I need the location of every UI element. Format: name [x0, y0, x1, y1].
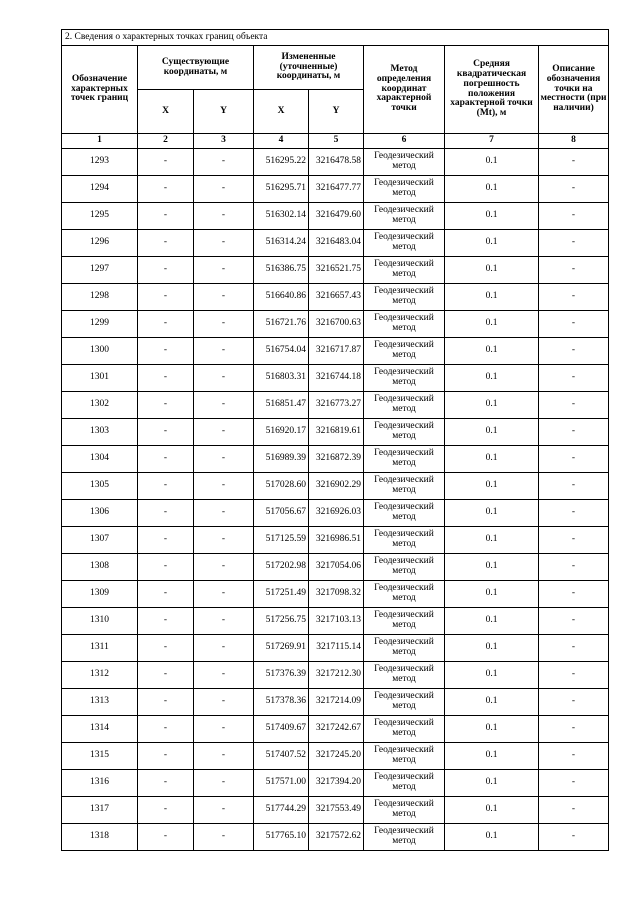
column-number: 5 — [309, 134, 364, 149]
changed-y-cell: 3216521.75 — [309, 257, 364, 284]
column-numbers-row — [62, 134, 609, 149]
existing-x-cell: - — [138, 635, 194, 662]
point-designation-cell: 1294 — [62, 176, 138, 203]
table-row — [62, 419, 609, 446]
header-changed-x: X — [254, 90, 309, 134]
existing-x-cell: - — [138, 554, 194, 581]
point-designation-cell: 1317 — [62, 797, 138, 824]
mean-square-error-cell: 0.1 — [445, 230, 539, 257]
changed-y-cell: 3217214.09 — [309, 689, 364, 716]
description-cell: - — [539, 365, 609, 392]
existing-y-cell: - — [194, 284, 254, 311]
mean-square-error-cell: 0.1 — [445, 446, 539, 473]
method-cell: Геодезический метод — [364, 527, 445, 554]
changed-x-cell: 516295.22 — [254, 149, 309, 176]
mean-square-error-cell: 0.1 — [445, 716, 539, 743]
description-cell: - — [539, 284, 609, 311]
changed-x-cell: 517202.98 — [254, 554, 309, 581]
method-cell: Геодезический метод — [364, 554, 445, 581]
changed-x-cell: 516721.76 — [254, 311, 309, 338]
existing-x-cell: - — [138, 743, 194, 770]
description-cell: - — [539, 716, 609, 743]
point-designation-cell: 1301 — [62, 365, 138, 392]
table-row — [62, 581, 609, 608]
description-cell: - — [539, 500, 609, 527]
changed-y-cell: 3216478.58 — [309, 149, 364, 176]
description-cell: - — [539, 419, 609, 446]
table-row — [62, 500, 609, 527]
method-cell: Геодезический метод — [364, 338, 445, 365]
existing-x-cell: - — [138, 338, 194, 365]
description-cell: - — [539, 311, 609, 338]
method-cell: Геодезический метод — [364, 689, 445, 716]
changed-x-cell: 516851.47 — [254, 392, 309, 419]
mean-square-error-cell: 0.1 — [445, 797, 539, 824]
point-designation-cell: 1311 — [62, 635, 138, 662]
existing-x-cell: - — [138, 446, 194, 473]
column-number: 3 — [194, 134, 254, 149]
description-cell: - — [539, 392, 609, 419]
changed-y-cell: 3217054.06 — [309, 554, 364, 581]
existing-x-cell: - — [138, 311, 194, 338]
point-designation-cell: 1302 — [62, 392, 138, 419]
table-body — [62, 149, 609, 851]
existing-x-cell: - — [138, 824, 194, 851]
changed-y-cell: 3217394.20 — [309, 770, 364, 797]
method-cell: Геодезический метод — [364, 608, 445, 635]
existing-y-cell: - — [194, 257, 254, 284]
existing-x-cell: - — [138, 716, 194, 743]
changed-x-cell: 516314.24 — [254, 230, 309, 257]
point-designation-cell: 1305 — [62, 473, 138, 500]
mean-square-error-cell: 0.1 — [445, 554, 539, 581]
method-cell: Геодезический метод — [364, 365, 445, 392]
changed-y-cell: 3216700.63 — [309, 311, 364, 338]
description-cell: - — [539, 338, 609, 365]
description-cell: - — [539, 797, 609, 824]
changed-y-cell: 3217212.30 — [309, 662, 364, 689]
description-cell: - — [539, 608, 609, 635]
changed-y-cell: 3216479.60 — [309, 203, 364, 230]
existing-y-cell: - — [194, 689, 254, 716]
point-designation-cell: 1303 — [62, 419, 138, 446]
changed-y-cell: 3217242.67 — [309, 716, 364, 743]
point-designation-cell: 1308 — [62, 554, 138, 581]
changed-x-cell: 517256.75 — [254, 608, 309, 635]
changed-x-cell: 517744.29 — [254, 797, 309, 824]
changed-x-cell: 516302.14 — [254, 203, 309, 230]
changed-y-cell: 3217572.62 — [309, 824, 364, 851]
point-designation-cell: 1295 — [62, 203, 138, 230]
method-cell: Геодезический метод — [364, 419, 445, 446]
header-existing-x: X — [138, 90, 194, 134]
mean-square-error-cell: 0.1 — [445, 365, 539, 392]
changed-y-cell: 3216986.51 — [309, 527, 364, 554]
existing-x-cell: - — [138, 257, 194, 284]
description-cell: - — [539, 203, 609, 230]
header-point-designation: Обозначение характерных точек границ — [62, 46, 138, 134]
mean-square-error-cell: 0.1 — [445, 176, 539, 203]
header-changed-y: Y — [309, 90, 364, 134]
existing-y-cell: - — [194, 311, 254, 338]
existing-x-cell: - — [138, 608, 194, 635]
existing-x-cell: - — [138, 365, 194, 392]
existing-x-cell: - — [138, 392, 194, 419]
point-designation-cell: 1315 — [62, 743, 138, 770]
point-designation-cell: 1293 — [62, 149, 138, 176]
table-row — [62, 527, 609, 554]
existing-x-cell: - — [138, 527, 194, 554]
table-row — [62, 284, 609, 311]
changed-y-cell: 3216657.43 — [309, 284, 364, 311]
description-cell: - — [539, 662, 609, 689]
table-row — [62, 338, 609, 365]
point-designation-cell: 1306 — [62, 500, 138, 527]
method-cell: Геодезический метод — [364, 257, 445, 284]
changed-x-cell: 516989.39 — [254, 446, 309, 473]
existing-y-cell: - — [194, 338, 254, 365]
method-cell: Геодезический метод — [364, 176, 445, 203]
changed-x-cell: 516386.75 — [254, 257, 309, 284]
point-designation-cell: 1318 — [62, 824, 138, 851]
existing-y-cell: - — [194, 770, 254, 797]
existing-x-cell: - — [138, 203, 194, 230]
method-cell: Геодезический метод — [364, 635, 445, 662]
existing-x-cell: - — [138, 473, 194, 500]
existing-y-cell: - — [194, 662, 254, 689]
changed-y-cell: 3217103.13 — [309, 608, 364, 635]
method-cell: Геодезический метод — [364, 500, 445, 527]
column-number: 4 — [254, 134, 309, 149]
changed-y-cell: 3216926.03 — [309, 500, 364, 527]
changed-x-cell: 517028.60 — [254, 473, 309, 500]
changed-x-cell: 516295.71 — [254, 176, 309, 203]
mean-square-error-cell: 0.1 — [445, 419, 539, 446]
changed-y-cell: 3217098.32 — [309, 581, 364, 608]
point-designation-cell: 1312 — [62, 662, 138, 689]
method-cell: Геодезический метод — [364, 230, 445, 257]
header-mean-square-error: Средняя квадратическая погрешность положения характерной точки (Mt), м — [445, 46, 539, 134]
existing-y-cell: - — [194, 392, 254, 419]
changed-y-cell: 3216902.29 — [309, 473, 364, 500]
changed-x-cell: 517056.67 — [254, 500, 309, 527]
column-number: 7 — [445, 134, 539, 149]
method-cell: Геодезический метод — [364, 770, 445, 797]
existing-y-cell: - — [194, 500, 254, 527]
mean-square-error-cell: 0.1 — [445, 311, 539, 338]
description-cell: - — [539, 149, 609, 176]
changed-x-cell: 517251.49 — [254, 581, 309, 608]
description-cell: - — [539, 554, 609, 581]
mean-square-error-cell: 0.1 — [445, 392, 539, 419]
table-row — [62, 770, 609, 797]
point-designation-cell: 1300 — [62, 338, 138, 365]
changed-y-cell: 3216872.39 — [309, 446, 364, 473]
point-designation-cell: 1298 — [62, 284, 138, 311]
table-row — [62, 311, 609, 338]
description-cell: - — [539, 257, 609, 284]
description-cell: - — [539, 770, 609, 797]
table-row — [62, 608, 609, 635]
description-cell: - — [539, 635, 609, 662]
table-row — [62, 230, 609, 257]
existing-y-cell: - — [194, 797, 254, 824]
table-row — [62, 176, 609, 203]
boundary-points-table — [61, 29, 609, 851]
table-row — [62, 716, 609, 743]
mean-square-error-cell: 0.1 — [445, 743, 539, 770]
existing-y-cell: - — [194, 608, 254, 635]
existing-x-cell: - — [138, 176, 194, 203]
method-cell: Геодезический метод — [364, 473, 445, 500]
method-cell: Геодезический метод — [364, 797, 445, 824]
point-designation-cell: 1307 — [62, 527, 138, 554]
column-number: 1 — [62, 134, 138, 149]
description-cell: - — [539, 581, 609, 608]
changed-y-cell: 3216744.18 — [309, 365, 364, 392]
description-cell: - — [539, 230, 609, 257]
existing-x-cell: - — [138, 689, 194, 716]
table-row — [62, 743, 609, 770]
changed-x-cell: 517269.91 — [254, 635, 309, 662]
changed-y-cell: 3217245.20 — [309, 743, 364, 770]
changed-x-cell: 516754.04 — [254, 338, 309, 365]
changed-x-cell: 517409.67 — [254, 716, 309, 743]
column-number: 2 — [138, 134, 194, 149]
changed-y-cell: 3216483.04 — [309, 230, 364, 257]
existing-y-cell: - — [194, 365, 254, 392]
table-row — [62, 473, 609, 500]
existing-y-cell: - — [194, 176, 254, 203]
method-cell: Геодезический метод — [364, 149, 445, 176]
changed-x-cell: 517765.10 — [254, 824, 309, 851]
description-cell: - — [539, 176, 609, 203]
existing-y-cell: - — [194, 419, 254, 446]
table-row — [62, 824, 609, 851]
changed-y-cell: 3216717.87 — [309, 338, 364, 365]
point-designation-cell: 1304 — [62, 446, 138, 473]
point-designation-cell: 1299 — [62, 311, 138, 338]
existing-y-cell: - — [194, 635, 254, 662]
method-cell: Геодезический метод — [364, 203, 445, 230]
existing-y-cell: - — [194, 743, 254, 770]
existing-x-cell: - — [138, 284, 194, 311]
changed-x-cell: 517125.59 — [254, 527, 309, 554]
header-existing-coordinates: Существующие координаты, м — [138, 46, 254, 90]
mean-square-error-cell: 0.1 — [445, 203, 539, 230]
point-designation-cell: 1310 — [62, 608, 138, 635]
table-row — [62, 689, 609, 716]
point-designation-cell: 1314 — [62, 716, 138, 743]
mean-square-error-cell: 0.1 — [445, 149, 539, 176]
method-cell: Геодезический метод — [364, 824, 445, 851]
existing-y-cell: - — [194, 230, 254, 257]
changed-y-cell: 3217115.14 — [309, 635, 364, 662]
method-cell: Геодезический метод — [364, 581, 445, 608]
point-designation-cell: 1297 — [62, 257, 138, 284]
existing-y-cell: - — [194, 824, 254, 851]
mean-square-error-cell: 0.1 — [445, 581, 539, 608]
mean-square-error-cell: 0.1 — [445, 824, 539, 851]
existing-x-cell: - — [138, 500, 194, 527]
existing-x-cell: - — [138, 581, 194, 608]
existing-y-cell: - — [194, 581, 254, 608]
changed-y-cell: 3217553.49 — [309, 797, 364, 824]
table-row — [62, 257, 609, 284]
table-row — [62, 554, 609, 581]
existing-y-cell: - — [194, 527, 254, 554]
existing-x-cell: - — [138, 797, 194, 824]
table-row — [62, 365, 609, 392]
changed-x-cell: 517571.00 — [254, 770, 309, 797]
changed-x-cell: 517407.52 — [254, 743, 309, 770]
changed-x-cell: 517376.39 — [254, 662, 309, 689]
existing-y-cell: - — [194, 203, 254, 230]
boundary-points-sheet — [61, 29, 608, 851]
point-designation-cell: 1313 — [62, 689, 138, 716]
table-row — [62, 149, 609, 176]
method-cell: Геодезический метод — [364, 743, 445, 770]
header-method: Метод определения координат характерной точки — [364, 46, 445, 134]
existing-y-cell: - — [194, 149, 254, 176]
table-row — [62, 392, 609, 419]
mean-square-error-cell: 0.1 — [445, 500, 539, 527]
mean-square-error-cell: 0.1 — [445, 473, 539, 500]
table-row — [62, 203, 609, 230]
changed-x-cell: 516803.31 — [254, 365, 309, 392]
mean-square-error-cell: 0.1 — [445, 257, 539, 284]
table-row — [62, 662, 609, 689]
changed-x-cell: 516920.17 — [254, 419, 309, 446]
column-number: 6 — [364, 134, 445, 149]
changed-x-cell: 516640.86 — [254, 284, 309, 311]
existing-y-cell: - — [194, 473, 254, 500]
mean-square-error-cell: 0.1 — [445, 527, 539, 554]
existing-y-cell: - — [194, 716, 254, 743]
existing-x-cell: - — [138, 149, 194, 176]
existing-x-cell: - — [138, 419, 194, 446]
existing-y-cell: - — [194, 446, 254, 473]
method-cell: Геодезический метод — [364, 392, 445, 419]
point-designation-cell: 1309 — [62, 581, 138, 608]
point-designation-cell: 1296 — [62, 230, 138, 257]
section-title: 2. Сведения о характерных точках границ объекта — [62, 30, 609, 46]
changed-y-cell: 3216819.61 — [309, 419, 364, 446]
mean-square-error-cell: 0.1 — [445, 662, 539, 689]
description-cell: - — [539, 446, 609, 473]
changed-y-cell: 3216477.77 — [309, 176, 364, 203]
table-row — [62, 797, 609, 824]
method-cell: Геодезический метод — [364, 716, 445, 743]
method-cell: Геодезический метод — [364, 284, 445, 311]
description-cell: - — [539, 743, 609, 770]
changed-x-cell: 517378.36 — [254, 689, 309, 716]
mean-square-error-cell: 0.1 — [445, 770, 539, 797]
header-changed-coordinates: Измененные (уточненные) координаты, м — [254, 46, 364, 90]
table-row — [62, 446, 609, 473]
mean-square-error-cell: 0.1 — [445, 689, 539, 716]
existing-x-cell: - — [138, 662, 194, 689]
column-number: 8 — [539, 134, 609, 149]
description-cell: - — [539, 824, 609, 851]
method-cell: Геодезический метод — [364, 311, 445, 338]
method-cell: Геодезический метод — [364, 446, 445, 473]
header-existing-y: Y — [194, 90, 254, 134]
table-row — [62, 635, 609, 662]
method-cell: Геодезический метод — [364, 662, 445, 689]
existing-x-cell: - — [138, 230, 194, 257]
header-description: Описание обозначения точки на местности (при наличии) — [539, 46, 609, 134]
mean-square-error-cell: 0.1 — [445, 608, 539, 635]
existing-y-cell: - — [194, 554, 254, 581]
mean-square-error-cell: 0.1 — [445, 635, 539, 662]
description-cell: - — [539, 473, 609, 500]
point-designation-cell: 1316 — [62, 770, 138, 797]
mean-square-error-cell: 0.1 — [445, 284, 539, 311]
existing-x-cell: - — [138, 770, 194, 797]
description-cell: - — [539, 527, 609, 554]
description-cell: - — [539, 689, 609, 716]
mean-square-error-cell: 0.1 — [445, 338, 539, 365]
changed-y-cell: 3216773.27 — [309, 392, 364, 419]
